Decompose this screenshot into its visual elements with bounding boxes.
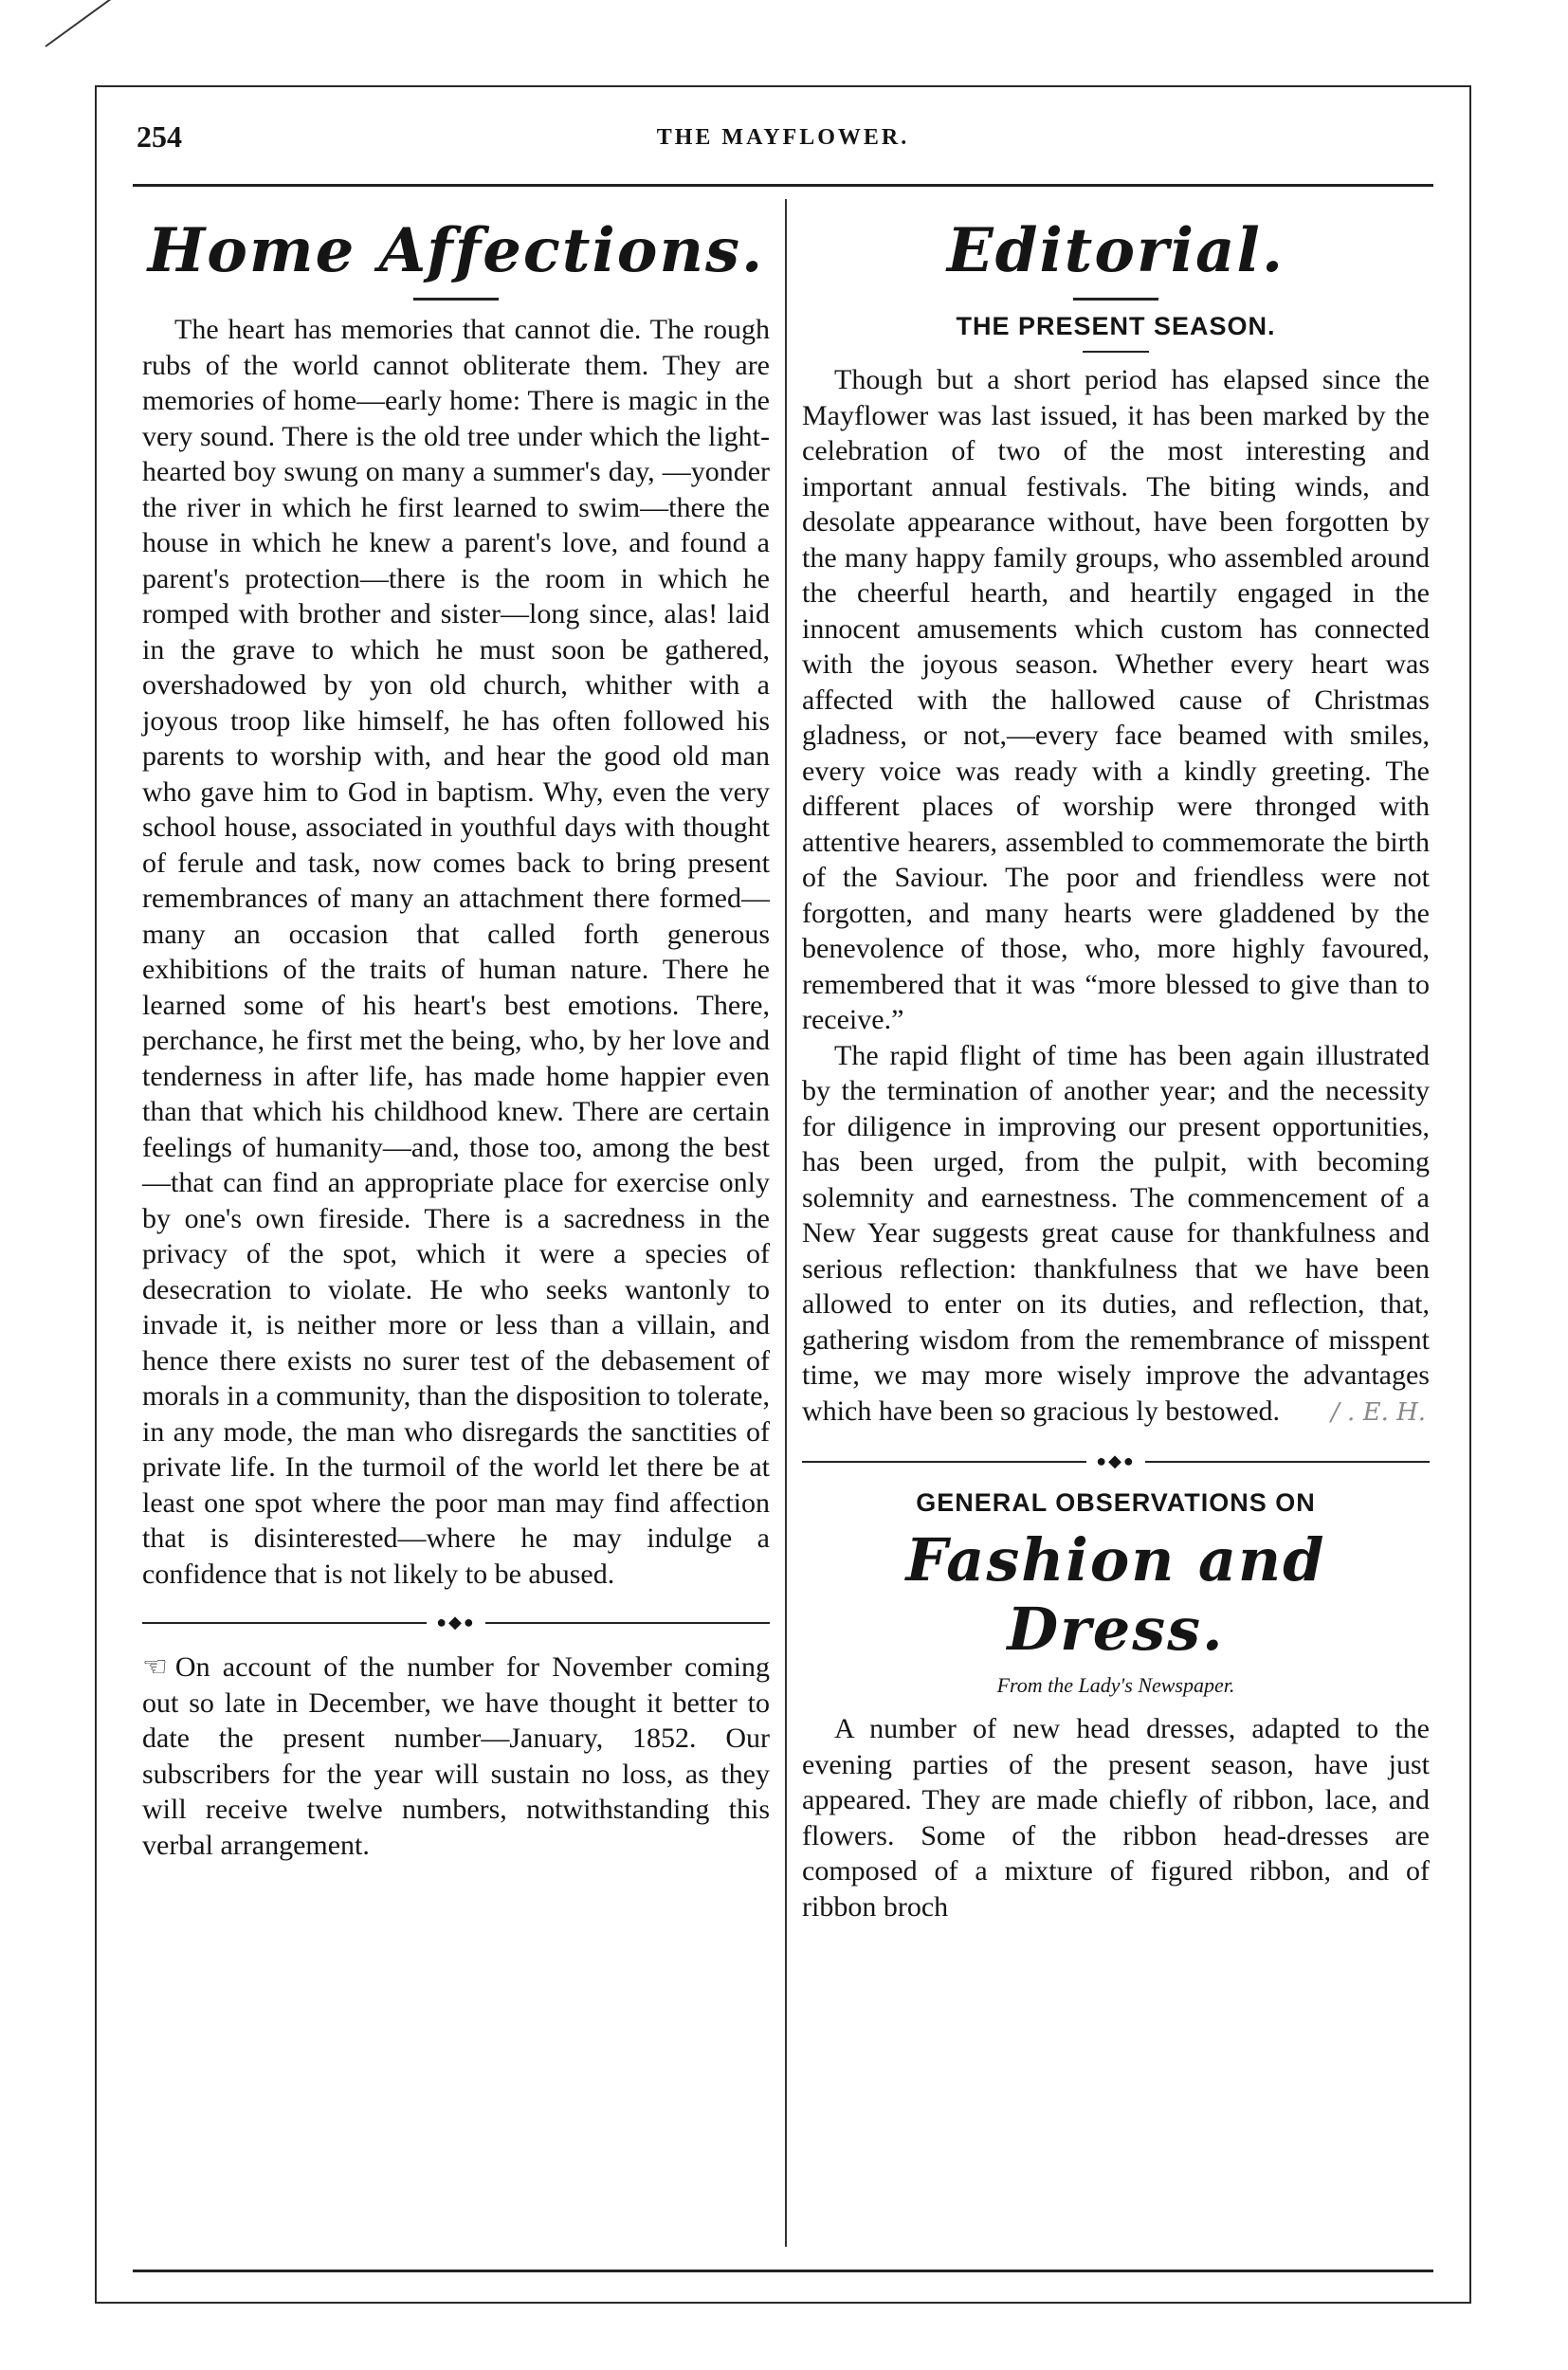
fashion-title: Fashion and Dress. (905, 1525, 1326, 1665)
present-season-subtitle: THE PRESENT SEASON. (956, 312, 1276, 341)
running-head (133, 119, 1433, 176)
subtitle-rule (1083, 351, 1149, 353)
left-column (142, 215, 770, 1863)
column-divider (785, 199, 787, 2247)
fashion-heading: GENERAL OBSERVATIONS ON (916, 1488, 1316, 1518)
right-column (802, 215, 1430, 1924)
present-season-para-1: Though but a short period has elapsed since the Mayflower was last issued, it has been marked by the celebration of two of the most interesting and important annual festivals. The biting winds, and desolate appearance without, have been forgotten by the many happy family groups, who assembled around the cheerful hearth, and heartily engaged in the innocent amusements which custom has connected with the joyous season. Whether every heart was affected with the hallowed cause of Christmas gladness, or not,—every face beamed with smiles, every voice was ready with a kindly greeting. The different places of worship were thronged with attentive hearers, assembled to commemorate the birth of the Saviour. The poor and friendless were not forgotten, and many hearts were gladdened by the benevolence of those, who, more highly favoured, remembered that it was “more blessed to give than to receive.” (802, 364, 1430, 1036)
notice-text: On account of the number for November coming out so late in December, we have thought it better to date the present number—January, 1852. Our subscribers for the year will sustain no loss, as they will receive twelve numbers, notwithstanding this verbal arrangement. (142, 1651, 770, 1861)
ornament-divider: ●◆● (802, 1451, 1430, 1471)
para-2-text: The rapid flight of time has been again illustrated by the termination of another year; and the necessity for diligence in improving our present opportunities, has been urged, from the pulpit, with becoming solemnity and earnestness. The commencement of a New Year suggests great cause for thankfulness and serious reflection: thankfulness that we have been allowed to enter on its duties, and reflection, that, gathering wisdom from the remembrance of misspent time, we may more wisely improve the advantages which have been so gracious ly bestowed. (802, 1039, 1430, 1427)
page-number: 254 (137, 119, 182, 154)
title-rule (1073, 298, 1158, 301)
journal-title: THE MAYFLOWER. (656, 125, 910, 150)
pointing-hand-icon: ☞ (142, 1651, 168, 1684)
ornament-divider: ●◆● (142, 1613, 770, 1632)
editorial-notice (142, 1650, 770, 1863)
present-season-para-2 (802, 1038, 1430, 1431)
source-credit: From the Lady's Newspaper. (996, 1673, 1235, 1698)
title-rule (413, 298, 499, 301)
fashion-body: A number of new head dresses, adapted to the evening parties of the present season, have just appeared. They are made chiefly of ribbon, lace, and flowers. Some of the ribbon head-dresses are composed of a mixture of figured ribbon, and of ribbon broch (802, 1713, 1430, 1923)
corner-pencil-mark (45, 0, 122, 47)
handwritten-signature: / . E. H. (1331, 1397, 1427, 1427)
home-affections-title: Home Affections. (147, 215, 765, 286)
header-rule (133, 184, 1433, 187)
home-affections-body: The heart has memories that cannot die. The rough rubs of the world cannot obliterate them. They are memories of home—early home: There is magic in the very sound. There is the old tree under which the light-hearted boy swung on many a summer's day, —yonder the river in which he first learned to swim—there the house in which he knew a parent's love, and found a parent's protection—there is the room in which he romped with brother and sister—long since, alas! laid in the grave to which he must soon be gathered, overshadowed by yon old church, whither with a joyous troop like himself, he has often followed his parents to worship with, and hear the good old man who gave him to God in baptism. Why, even the very school house, associated in youthful days with thought of ferule and task, now comes back to bring present remembrances of many an attachment there formed—many an occasion that called forth generous exhibitions of the traits of human nature. There he learned some of his heart's best emotions. There, perchance, he first met the being, who, by her love and tenderness in after life, has made home happier even than that which his childhood knew. There are certain feelings of humanity—and, those too, among the best—that can find an appropriate place for exercise only by one's own fireside. There is a sacredness in the privacy of the spot, which it were a species of desecration to violate. He who seeks wantonly to invade it, is neither more or less than a villain, and hence there exists no surer test of the debasement of morals in a community, than the disposition to tolerate, in any mode, the man who disregards the sanctities of private life. In the turmoil of the world let there be at least one spot where the poor man may find affection that is disinterested—where he may indulge a confidence that is not likely to be abused. (142, 314, 770, 1590)
editorial-title: Editorial. (946, 215, 1285, 286)
bottom-rule (133, 2270, 1433, 2272)
